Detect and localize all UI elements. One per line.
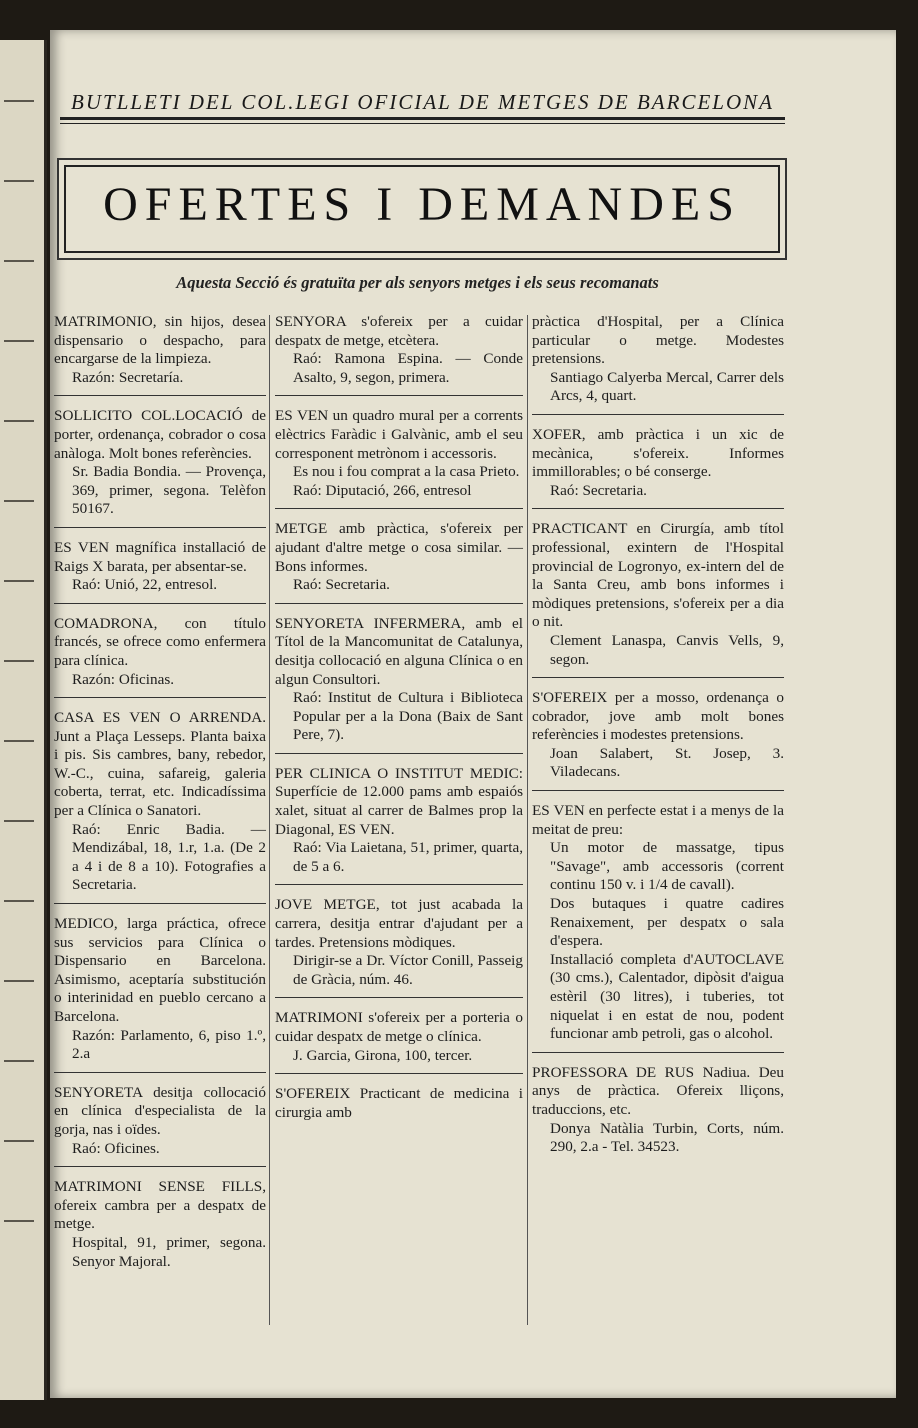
column-1	[54, 310, 266, 1287]
ad-text: SOLLICITO COL.LOCACIÓ de porter, ordenança, cobrador o cosa anàloga. Molt bones referències.	[54, 407, 266, 462]
running-title: BUTLLETI DEL COL.LEGI OFICIAL DE METGES DE BARCELONA	[60, 90, 785, 120]
classified-ad	[54, 404, 266, 528]
ad-contact: Razón: Oficinas.	[72, 670, 175, 688]
ad-contact: Es nou i fou comprat a la casa Prieto.	[293, 463, 520, 481]
classified-ad	[275, 762, 523, 886]
column-divider	[527, 315, 528, 1325]
ad-contact: Un motor de massatge, tipus "Savage", amb accessoris (corrent continu 150 v. i 1/4 de cavall).	[550, 839, 784, 894]
ad-contact: Raó: Oficines.	[72, 1139, 160, 1157]
ad-text: ES VEN en perfecte estat i a menys de la meitat de preu:	[532, 802, 784, 838]
ad-contact: Sr. Badia Bondia. — Provença, 369, primer, segona. Telèfon 50167.	[72, 463, 266, 518]
classified-ad	[275, 1006, 523, 1074]
ad-contact: Dirigir-se a Dr. Víctor Conill, Passeig de Gràcia, núm. 46.	[293, 952, 523, 988]
ad-text: pràctica d'Hospital, per a Clínica particular o metge. Modestes pretensions.	[532, 313, 784, 368]
column-2	[275, 310, 523, 1138]
classified-ad	[532, 799, 784, 1053]
ad-text: MATRIMONI SENSE FILLS, ofereix cambra per a despatx de metge.	[54, 1178, 266, 1233]
ad-text: SENYORETA desitja collocació en clínica d'especialista de la gorja, nas i oïdes.	[54, 1083, 266, 1138]
column-3	[532, 310, 784, 1173]
section-banner	[64, 165, 780, 253]
ad-text: SENYORA s'ofereix per a cuidar despatx de metge, etcètera.	[275, 313, 523, 349]
classified-ad	[54, 1081, 266, 1167]
classified-ad	[275, 612, 523, 754]
section-title: OFERTES I DEMANDES	[103, 178, 741, 231]
classified-ad	[275, 310, 523, 396]
classified-ad	[275, 517, 523, 603]
ad-text: JOVE METGE, tot just acabada la carrera, desitja entrar d'ajudant per a tardes. Pretensions mòdiques.	[275, 896, 523, 951]
ad-contact: Raó: Diputació, 266, entresol	[293, 481, 472, 499]
ad-text: MATRIMONI s'ofereix per a porteria o cuidar despatx de metge o clínica.	[275, 1009, 523, 1045]
ad-contact: Clement Lanaspa, Canvis Vells, 9, segon.	[550, 631, 784, 668]
ad-text: PER CLINICA O INSTITUT MEDIC: Superfície de 12.000 pams amb espaiós xalet, situat al carrer de Balmes prop la Diagonal, ES VEN.	[275, 764, 523, 838]
classified-ad	[532, 517, 784, 678]
ad-text: MEDICO, larga práctica, ofrece sus servicios para Clínica o Dispensario en Barcelona. Asimismo, aceptaría substitución o interinidad en pueblo cercano a Barcelona.	[54, 915, 266, 1025]
classified-ad	[54, 536, 266, 604]
ad-text: SENYORETA INFERMERA, amb el Títol de la Mancomunitat de Catalunya, desitja collocació en alguna Clínica o en algun Consultori.	[275, 614, 523, 688]
classified-ad	[54, 912, 266, 1073]
ad-contact: J. Garcia, Girona, 100, tercer.	[293, 1046, 473, 1064]
ad-contact: Raó: Institut de Cultura i Biblioteca Popular per a la Dona (Baix de Sant Pere, 7).	[293, 689, 523, 744]
ad-contact: Razón: Parlamento, 6, piso 1.º, 2.a	[72, 1026, 266, 1063]
classified-ad	[54, 706, 266, 904]
classified-ad	[532, 310, 784, 415]
ad-text: MATRIMONIO, sin hijos, desea dispensario o despacho, para encargarse de la limpieza.	[54, 313, 266, 368]
ad-contact: Raó: Enric Badia. — Mendizábal, 18, 1.r, 1.a. (De 2 a 4 i de 8 a 10). Fotografies a Secretaria.	[72, 820, 266, 894]
document-page	[50, 30, 896, 1398]
ad-text: XOFER, amb pràctica i un xic de mecànica, s'ofereix. Informes immillorables; o bé conserge.	[532, 425, 784, 481]
column-divider	[269, 315, 270, 1325]
ad-text: PROFESSORA DE RUS Nadiua. Deu anys de pràctica. Ofereix lliçons, traduccions, etc.	[532, 1063, 784, 1118]
ad-contact: Installació completa d'AUTOCLAVE (30 cms.), Calentador, dipòsit d'aigua estèril (30 litres), i tuberies, tot niquelat i en estat de nou, podent funcionar amb petroli, gas o alcohol.	[550, 950, 784, 1043]
ad-text: COMADRONA, con título francés, se ofrece como enfermera para clínica.	[54, 614, 266, 669]
ad-contact: Donya Natàlia Turbin, Corts, núm. 290, 2.a - Tel. 34523.	[550, 1119, 784, 1156]
classified-ad	[275, 1082, 523, 1130]
section-intro: Aquesta Secció és gratuïta per als senyors metges i els seus recomanats	[176, 273, 659, 292]
book-spine	[0, 40, 47, 1400]
ad-contact: Raó: Secretaria.	[550, 481, 647, 499]
ad-text: S'OFEREIX per a mosso, ordenança o cobrador, jove amb molt bones referències i modestes pretensions.	[532, 689, 784, 744]
ad-text: METGE amb pràctica, s'ofereix per ajudant d'altre metge o cosa similar. — Bons informes.	[275, 520, 523, 575]
ad-contact: Raó: Via Laietana, 51, primer, quarta, de 5 a 6.	[293, 839, 523, 875]
classified-ad	[54, 310, 266, 396]
classified-ad	[54, 612, 266, 698]
ad-contact: Hospital, 91, primer, segona. Senyor Majoral.	[72, 1233, 266, 1270]
classified-ad	[275, 893, 523, 998]
classified-ad	[532, 423, 784, 509]
ad-contact: Santiago Calyerba Mercal, Carrer dels Arcs, 4, quart.	[550, 368, 784, 405]
ad-contact: Raó: Ramona Espina. — Conde Asalto, 9, segon, primera.	[293, 350, 523, 386]
classified-ad	[532, 1061, 784, 1165]
ad-contact: Raó: Secretaria.	[293, 576, 390, 594]
classified-ad	[532, 686, 784, 791]
classified-ad	[275, 404, 523, 509]
ad-contact: Raó: Unió, 22, entresol.	[72, 576, 218, 594]
ad-text: ES VEN un quadro mural per a corrents elèctrics Faràdic i Galvànic, amb el seu corresponent metrònom i accessoris.	[275, 407, 523, 462]
ad-text: S'OFEREIX Practicant de medicina i cirurgia amb	[275, 1085, 523, 1121]
ad-contact: Dos butaques i quatre cadires Renaixement, per despatx o sala d'espera.	[550, 895, 784, 950]
classified-ad	[54, 1175, 266, 1279]
ad-text: CASA ES VEN O ARRENDA. Junt a Plaça Lesseps. Planta baixa i pis. Sis cambres, bany, rebedor, W.-C., cuina, safareig, galeria coberta, terrat, etc. Indicadíssima per a Clínica o Sanatori.	[54, 709, 266, 820]
ad-text: ES VEN magnífica installació de Raigs X barata, per absentar-se.	[54, 538, 266, 575]
ad-text: PRACTICANT en Cirurgía, amb títol professional, exintern de l'Hospital provincial de Logronyo, ex-intern del de la Santa Creu, amb bons informes i mòdiques pretensions, s'ofereix per a dia o nit.	[532, 520, 784, 631]
ad-contact: Joan Salabert, St. Josep, 3. Viladecans.	[550, 744, 784, 781]
ad-contact: Razón: Secretaría.	[72, 368, 184, 386]
